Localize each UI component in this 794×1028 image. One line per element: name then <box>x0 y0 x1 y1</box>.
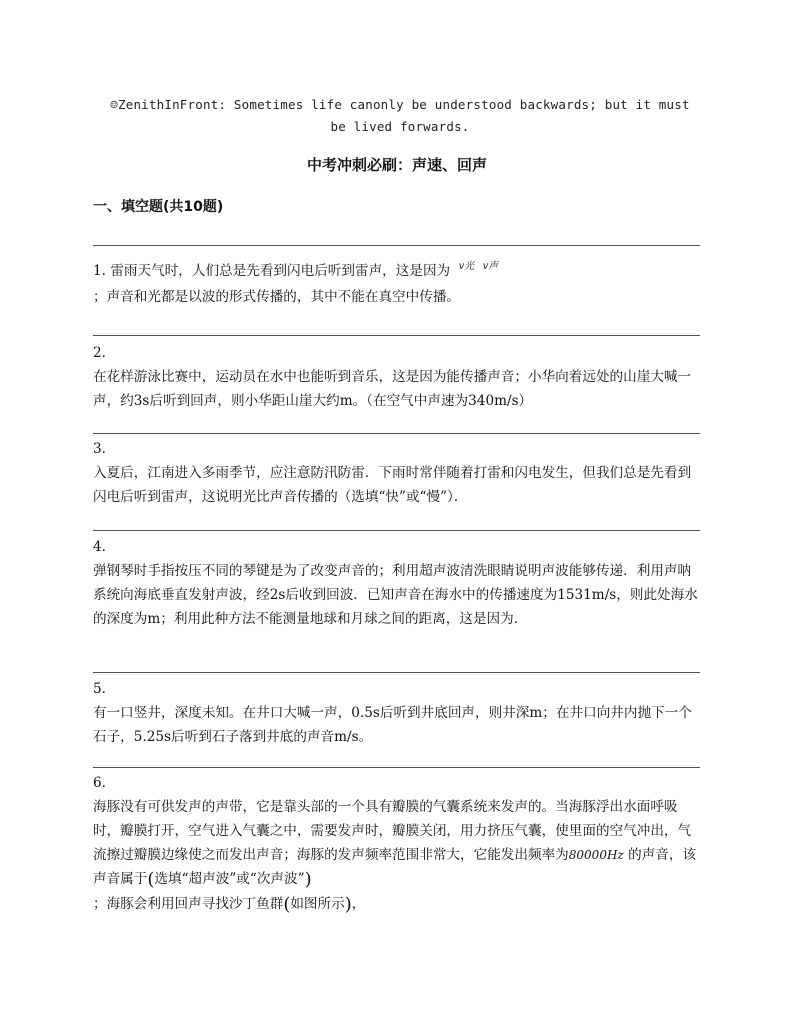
question-6-text-a: 海豚没有可供发声的声带，它是靠头部的一个具有瓣膜的气囊系统来发声的。当海豚浮出水面呼吸时，瓣膜打开，空气进入气囊之中，需要发声时，瓣膜关闭，用力挤压气囊，使里面的空气冲出，气流擦过瓣膜边缘使之而发出声音；海豚的发声频率范围非常大，它能发出频率为 <box>93 799 692 863</box>
question-divider <box>93 767 700 768</box>
sound-speed-symbol: v声 <box>482 261 499 272</box>
question-6-text-e: 如图所示 <box>290 896 345 912</box>
page-title: 中考冲刺必刷：声速、回声 <box>306 156 487 174</box>
question-6-text-c: 选填“超声波”或“次声波” <box>154 871 305 887</box>
paren-close: ) <box>344 894 352 915</box>
question-6 <box>93 771 703 917</box>
question-6-text-d: ；海豚会利用回声寻找沙丁鱼群 <box>93 896 284 912</box>
light-speed-symbol: v光 <box>458 261 475 272</box>
question-6-number: 6. <box>93 775 106 791</box>
question-divider <box>93 335 700 336</box>
question-1-number: 1. <box>93 263 106 279</box>
section-heading: 一、填空题(共10题) <box>93 199 224 215</box>
question-4 <box>93 535 703 631</box>
paren-close: ) <box>304 869 312 890</box>
question-2-text: 在花样游泳比赛中，运动员在水中也能听到音乐，这是因为能传播声音；小华向着远处的山崖大喊一声，约3s后听到回声，则小华距山崖大约m。（在空气中声速为340m/s） <box>93 369 692 409</box>
header-quote: ☺ZenithInFront: Sometimes life canonly be understood backwards; but it must be lived forwards. <box>110 97 690 134</box>
paren-open: ( <box>283 894 291 915</box>
question-4-text: 弹钢琴时手指按压不同的琴键是为了改变声音的；利用超声波清洗眼睛说明声波能够传递．利用声呐系统向海底垂直发射声波，经2s后收到回波．已知声音在海水中的传播速度为1531m/s，则此处海水的深度为m；利用此种方法不能测量地球和月球之间的距离，这是因为. <box>93 563 698 627</box>
question-1-text-b: ；声音和光都是以波的形式传播的，其中不能在真空中传播。 <box>93 289 461 305</box>
question-divider <box>93 433 700 434</box>
question-1-text-a: 雷雨天气时，人们总是先看到闪电后听到雷声，这是因为 <box>110 263 451 279</box>
question-3-text: 入夏后，江南进入多雨季节，应注意防汛防雷．下雨时常伴随着打雷和闪电发生，但我们总是先看到闪电后听到雷声，这说明光比声音传播的（选填“快”或“慢”）． <box>93 465 692 505</box>
question-divider <box>93 672 700 673</box>
question-divider <box>93 530 700 531</box>
question-2-number: 2. <box>93 345 106 361</box>
question-5-text: 有一口竖井，深度未知。在井口大喊一声，0.5s后听到井底回声，则井深m；在井口向井内抛下一个石子，5.25s后听到石子落到井底的声音m/s。 <box>93 705 692 745</box>
question-1 <box>93 259 703 309</box>
paren-open: ( <box>147 869 155 890</box>
question-5-number: 5. <box>93 681 106 697</box>
question-6-text-f: ， <box>351 896 366 912</box>
question-2 <box>93 341 703 413</box>
question-4-number: 4. <box>93 539 106 555</box>
question-divider <box>93 245 700 246</box>
question-3-number: 3. <box>93 441 106 457</box>
question-3 <box>93 437 703 509</box>
question-6-text-b: 的声音，该声音属于 <box>93 847 697 887</box>
frequency-formula: 80000Hz <box>568 848 624 862</box>
question-5 <box>93 677 703 749</box>
